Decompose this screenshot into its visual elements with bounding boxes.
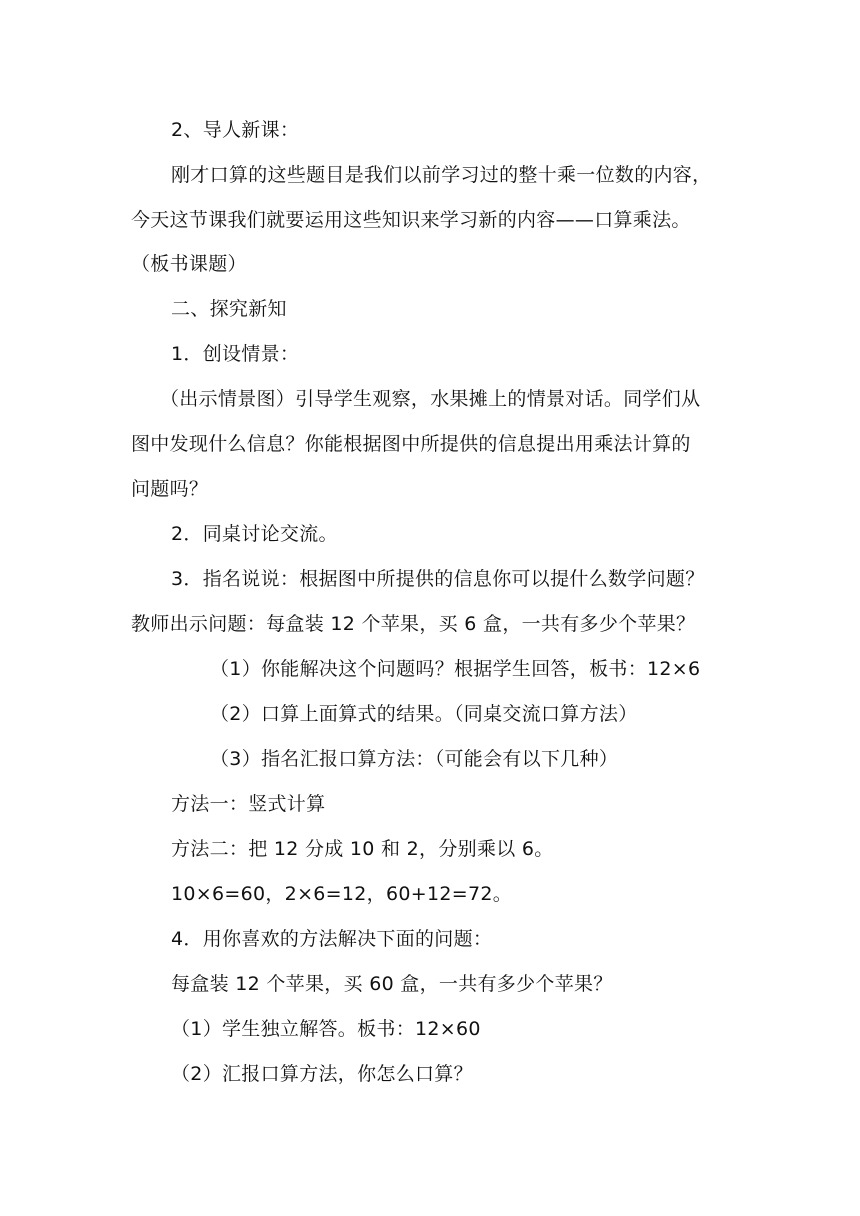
sub-item: （1）你能解决这个问题吗？根据学生回答，板书：12×6 (210, 658, 701, 680)
step-heading: 1．创设情景： (171, 343, 300, 365)
sub-item: （2）汇报口算方法，你怎么口算？ (171, 1063, 473, 1085)
paragraph-line: （出示情景图）引导学生观察，水果摊上的情景对话。同学们从 (160, 388, 701, 410)
paragraph-line: 每盒装 12 个苹果，买 60 盒，一共有多少个苹果？ (171, 973, 613, 995)
sub-item: （3）指名汇报口算方法：（可能会有以下几种） (210, 748, 619, 770)
paragraph-line: （板书课题） (131, 253, 247, 275)
step-heading: 4．用你喜欢的方法解决下面的问题： (171, 928, 493, 950)
sub-item: （2）口算上面算式的结果。（同桌交流口算方法） (210, 703, 638, 725)
section-heading-intro: 2、导人新课： (171, 119, 300, 141)
step-heading: 3．指名说说：根据图中所提供的信息你可以提什么数学问题？ (171, 568, 705, 590)
paragraph-line: 今天这节课我们就要运用这些知识来学习新的内容——口算乘法。 (131, 209, 691, 231)
calculation-line: 10×6=60，2×6=12，60+12=72。 (171, 883, 513, 905)
paragraph-line: 图中发现什么信息？你能根据图中所提供的信息提出用乘法计算的 (131, 433, 691, 455)
paragraph-line: 刚才口算的这些题目是我们以前学习过的整十乘一位数的内容， (171, 164, 712, 186)
method-line: 方法二：把 12 分成 10 和 2，分别乘以 6。 (171, 838, 554, 860)
paragraph-line: 问题吗？ (131, 478, 209, 500)
sub-item: （1）学生独立解答。板书：12×60 (171, 1018, 481, 1040)
paragraph-line: 教师出示问题：每盒装 12 个苹果，买 6 盒，一共有多少个苹果？ (131, 613, 696, 635)
section-heading-explore: 二、探究新知 (171, 298, 287, 320)
step-heading: 2．同桌讨论交流。 (171, 523, 338, 545)
method-line: 方法一：竖式计算 (171, 793, 326, 815)
